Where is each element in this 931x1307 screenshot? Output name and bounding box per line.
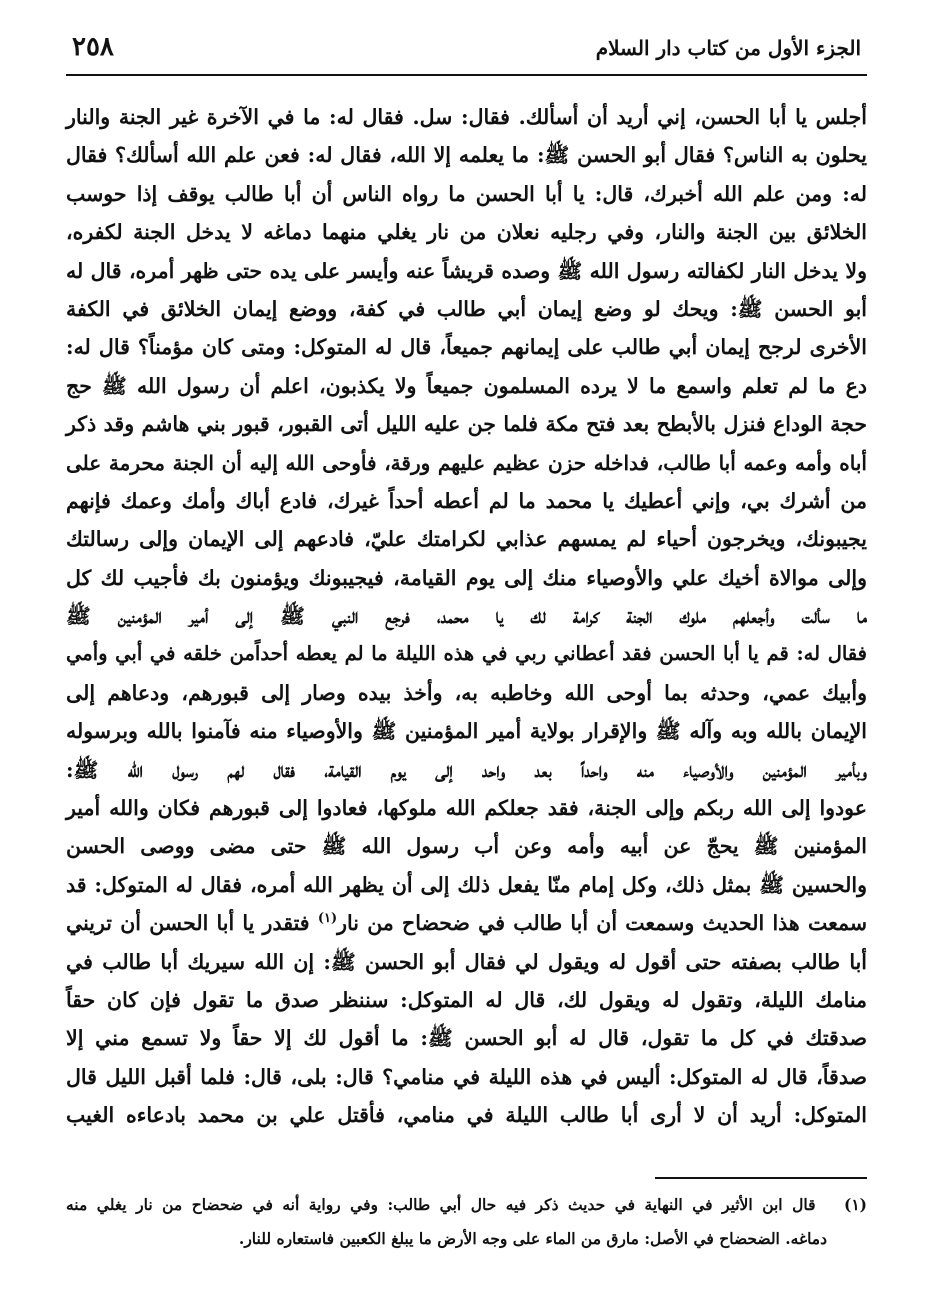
- text-line: أباه وأمه وعمه أبا طالب، فداخله حزن عظيم عليهم ورقة، فأوحى الله إليه أن الجنة محرمة على: [66, 450, 867, 475]
- text-line: الأخرى لرجح إيمان أبي طالب على إيمانهم جميعاً، قال له المتوكل: ومتى كان مؤمناً؟ قال له:: [66, 335, 867, 360]
- footnote-text: قال ابن الأثير في النهاية في حديث ذكر فيه حال أبي طالب: وفي رواية أنه في ضحضاح من نار يغلي منه: [66, 1195, 816, 1214]
- body-text: [66, 98, 867, 1135]
- text-line: والحسين ﷺ بمثل ذلك، وكل إمام منّا يفعل ذلك إلى أن يظهر الله أمره، فقال له المتوكل: قد: [66, 872, 867, 897]
- text-line: المتوكل: أريد أن لا أرى أبا طالب الليلة في منامي، فأقتل علي بن محمد بادعاءه الغيب: [66, 1103, 867, 1128]
- text-line: وإلى موالاة أخيك علي والأوصياء منك إلى يوم القيامة، فيجيبونك ويؤمنون بك فأجيب لك كل: [66, 565, 867, 590]
- text-line: يجيبونك، ويخرجون أحياء لم يمسهم عذابي لكرامتك عليّ، فادعهم إلى الإيمان وإلى رسالتك: [66, 527, 867, 552]
- text-line: أبو الحسن ﷺ: ويحك لو وضع إيمان أبي طالب في كفة، ووضع إيمان الخلائق في الكفة: [66, 296, 867, 321]
- text-line: صدقاً، قال له المتوكل: أليس في هذه الليلة في منامي؟ قال: بلى، قال: فلما أقبل الليل قال: [66, 1064, 867, 1089]
- footnote-line: دماغه. الضحضاح في الأصل: مارق من الماء على وجه الأرض ما يبلغ الكعبين فاستعاره للنار.: [238, 1229, 827, 1248]
- note-line-after: فتقدر يا أبا الحسن أن تريني: [66, 911, 318, 936]
- footnote-divider: [655, 1177, 867, 1179]
- text-line: حجة الوداع فنزل بالأبطح بعد فتح مكة فلما جن عليه الليل أتى القبور، قبور بني هاشم وقد ذكر: [66, 412, 867, 437]
- footnote-marker: (١): [317, 911, 338, 927]
- page-number: ٢٥٨: [72, 32, 114, 62]
- footnote-line: [66, 1188, 867, 1222]
- text-line: يحلون به الناس؟ فقال أبو الحسن ﷺ: ما يعلمه إلا الله، فقال له: فعن علم الله أسألك؟ فقال: [66, 143, 867, 168]
- text-line: منامك الليلة، وتقول له ويقول لك، قال له المتوكل: سننظر صدق ما تقول فإن كان حقاً: [66, 987, 867, 1012]
- running-title: الجزء الأول من كتاب دار السلام: [595, 36, 861, 60]
- text-line: الإيمان بالله وبه وآله ﷺ والإقرار بولاية أمير المؤمنين ﷺ والأوصياء منه فآمنوا بالله وبرسوله: [66, 719, 867, 744]
- footnote-number: (١): [843, 1195, 867, 1214]
- text-line: عودوا إلى الله ربكم وإلى الجنة، فقد جعلكم الله ملوكها، فعادوا إلى قبورهم فكان والله أمير: [66, 796, 867, 821]
- text-line: الخلائق بين الجنة والنار، وفي رجليه نعلان من نار يغلي منهما دماغه لا يدخل الجنة لكفره،: [66, 220, 867, 245]
- text-line-with-note: [66, 904, 867, 942]
- text-line: صدقتك في كل ما تقول، قال له أبو الحسن ﷺ: ما أقول لك إلا حقاً ولا تسمع مني إلا: [66, 1026, 867, 1051]
- text-line: دع ما لم تعلم واسمع ما لا يرده المسلمون جميعاً ولا يكذبون، اعلم أن رسول الله ﷺ حج: [66, 373, 867, 398]
- text-line: ما سألت وأجعلهم ملوك الجنة كرامة لك يا محمد، فرجع النبي ﷺ إلى أمير المؤمنين ﷺ: [66, 604, 867, 629]
- text-line: المؤمنين ﷺ يحجّ عن أبيه وأمه وعن أب رسول الله ﷺ حتى مضى ووصى الحسن: [66, 834, 867, 859]
- text-line: فقال له: قم يا أبا الحسن فقد أعطاني ربي في هذه الليلة ما لم يعطه أحداًمن خلقه في أبي وأمي: [66, 642, 867, 666]
- note-line-before: سمعت هذا الحديث وسمعت أن أبا طالب في ضحضاح من نار: [337, 911, 867, 936]
- text-line: وأبيك عمي، وحدثه بما أوحى الله وخاطبه به، وأخذ بيده وصار إلى قبورهم، ودعاهم إلى: [66, 680, 867, 705]
- text-line: له: ومن علم الله أخبرك، قال: يا أبا الحسن ما رواه الناس أن أبا طالب يوقف إذا حوسب: [66, 181, 867, 206]
- running-header: [66, 30, 867, 76]
- text-line: أبا طالب بصفته حتى أقول له ويقول لي فقال أبو الحسن ﷺ: إن الله سيريك أبا طالب في: [66, 949, 867, 974]
- text-line: ولا يدخل النار لكفالته رسول الله ﷺ وصده قريشاً عنه وأيسر على يده حتى ظهر أمره، قال له: [66, 258, 867, 283]
- footnotes: [66, 1188, 867, 1256]
- text-line: أجلس يا أبا الحسن، إني أريد أن أسألك. فقال: سل. فقال له: ما في الآخرة غير الجنة والنار: [66, 105, 867, 129]
- text-line: وبأمير المؤمنين والأوصياء منه واحداً بعد واحد إلى يوم القيامة، فقال لهم رسول الله ﷺ:: [66, 757, 867, 782]
- text-line: من أشرك بي، وإني أعطيك يا محمد ما لم أعطه أحداً غيرك، فادع أباك وأمك وعمك فإنهم: [66, 488, 867, 513]
